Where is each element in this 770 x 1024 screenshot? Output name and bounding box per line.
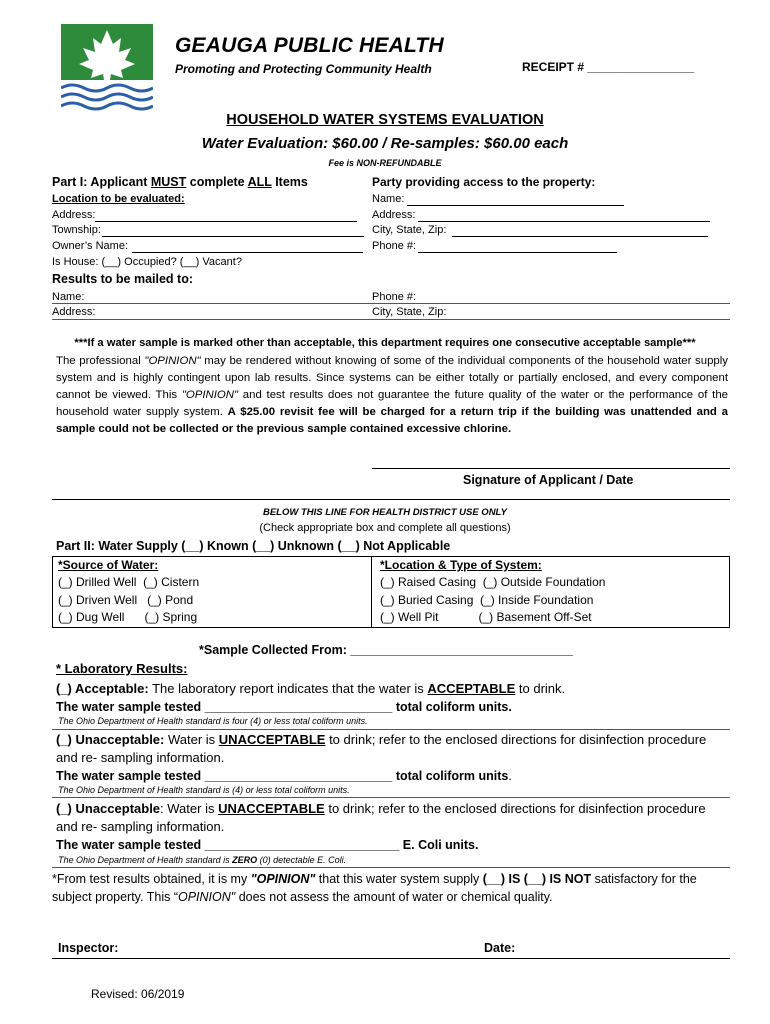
lab-divider-3 xyxy=(52,867,730,868)
lab-divider-1 xyxy=(52,729,730,730)
revised-date: Revised: 06/2019 xyxy=(91,987,185,1001)
standard-note-a: The Ohio Department of Health standard is four (4) or less total coliform units. xyxy=(58,716,368,726)
source-row[interactable]: (_) Drilled Well (_) Cistern xyxy=(58,575,200,589)
party-address-field[interactable] xyxy=(418,221,710,222)
conclusion-statement[interactable]: *From test results obtained, it is my "OPINION" that this water system supply (__) IS (__) IS NOT satisfactory for the subject property. This “OPINION" does not assess the amount of water or chemical quality. xyxy=(52,872,697,904)
party-city-field[interactable] xyxy=(452,236,708,237)
lab-results-heading: * Laboratory Results: xyxy=(56,661,188,676)
results-address-label: Address: xyxy=(52,306,96,318)
tested-ecoli[interactable]: The water sample tested ____________________________ E. Coli units. xyxy=(56,838,479,852)
form-title: HOUSEHOLD WATER SYSTEMS EVALUATION xyxy=(226,112,544,128)
owner-field[interactable] xyxy=(132,252,363,253)
district-instructions: (Check appropriate box and complete all questions) xyxy=(259,522,511,534)
standard-note-b: The Ohio Department of Health standard is (4) or less total coliform units. xyxy=(58,785,350,795)
township-field[interactable] xyxy=(102,236,364,237)
location-row[interactable]: (_) Buried Casing (_) Inside Foundation xyxy=(380,593,594,607)
location-type-heading: *Location & Type of System: xyxy=(380,558,542,572)
party-name-label: Name: xyxy=(372,193,405,205)
address-label: Address: xyxy=(52,209,96,221)
party-name-field[interactable] xyxy=(407,205,624,206)
party-phone-field[interactable] xyxy=(418,252,617,253)
is-house-line: Is House: (__) Occupied? (__) Vacant? xyxy=(52,256,242,268)
fee-line: Water Evaluation: $60.00 / Re-samples: $60.00 each xyxy=(201,135,569,152)
inspector-label: Inspector: xyxy=(58,941,119,955)
owner-label: Owner’s Name: xyxy=(52,240,129,252)
part2-heading: Part II: Water Supply (__) Known (__) Unknown (__) Not Applicable xyxy=(56,539,451,553)
location-row[interactable]: (_) Raised Casing (_) Outside Foundation xyxy=(380,575,606,589)
results-city-label: City, State, Zip: xyxy=(372,306,447,318)
district-divider xyxy=(52,499,730,500)
unacceptable-line-2[interactable]: (_) Unacceptable: Water is UNACCEPTABLE to drink; refer to the enclosed directions for disinfection procedure and re- sampling information. xyxy=(56,801,706,834)
results-phone-label: Phone #: xyxy=(372,291,417,303)
party-phone-label: Phone #: xyxy=(372,240,417,252)
notice-paragraph: The professional "OPINION" may be rendered without knowing of some of the individual components of the household water supply system and is highly contingent upon lab results. Since systems can be either totally or partially enclosed, and every component cannot be viewed. This "OPINION" and test results does not guarantee the future quality of the water or the performance of the household water supply system. A $25.00 revisit fee will be charged for a return trip if the building was unattended and a sample could not be collected or the previous sample contained excessive chlorine. xyxy=(56,355,728,435)
signature-label: Signature of Applicant / Date xyxy=(463,473,634,487)
tagline: Promoting and Protecting Community Health xyxy=(175,62,432,76)
tested-coliform-b[interactable]: The water sample tested ___________________________ total coliform units. xyxy=(56,769,512,783)
party-city-label: City, State, Zip: xyxy=(372,224,447,236)
sample-collected-from[interactable]: *Sample Collected From: ________________________________ xyxy=(199,643,573,657)
location-heading: Location to be evaluated: xyxy=(52,193,185,205)
location-row[interactable]: (_) Well Pit (_) Basement Off-Set xyxy=(380,610,592,624)
tested-coliform-a[interactable]: The water sample tested ___________________________ total coliform units. xyxy=(56,700,512,714)
date-label: Date: xyxy=(484,941,516,955)
acceptable-line[interactable]: (_) Acceptable: The laboratory report indicates that the water is ACCEPTABLE to drink. xyxy=(56,681,566,696)
signature-line[interactable] xyxy=(372,468,730,469)
results-heading: Results to be mailed to: xyxy=(52,272,193,286)
logo xyxy=(61,24,153,116)
district-use-only: BELOW THIS LINE FOR HEALTH DISTRICT USE ONLY xyxy=(262,507,507,518)
unacceptable-line-1[interactable]: (_) Unacceptable: Water is UNACCEPTABLE to drink; refer to the enclosed directions for disinfection procedure and re- sampling information. xyxy=(56,732,707,765)
notice-warning: ***If a water sample is marked other than acceptable, this department requires one consecutive acceptable sample*** xyxy=(74,337,696,349)
inspector-line[interactable] xyxy=(52,958,730,959)
source-row[interactable]: (_) Dug Well (_) Spring xyxy=(58,610,198,624)
results-name-label: Name: xyxy=(52,291,85,303)
part1-heading: Part I: Applicant MUST complete ALL Items xyxy=(52,175,308,189)
results-name-line[interactable] xyxy=(52,303,730,304)
party-address-label: Address: xyxy=(372,209,416,221)
receipt-label: RECEIPT # ________________ xyxy=(522,60,695,74)
org-name: GEAUGA PUBLIC HEALTH xyxy=(175,34,444,57)
source-heading: *Source of Water: xyxy=(58,558,159,572)
address-field[interactable] xyxy=(95,221,357,222)
non-refundable-note: Fee is NON-REFUNDABLE xyxy=(328,158,442,168)
results-address-line[interactable] xyxy=(52,319,730,320)
party-heading: Party providing access to the property: xyxy=(372,175,596,189)
township-label: Township: xyxy=(52,224,101,236)
standard-note-c: The Ohio Department of Health standard is ZERO (0) detectable E. Coli. xyxy=(58,855,347,865)
lab-divider-2 xyxy=(52,797,730,798)
source-row[interactable]: (_) Driven Well (_) Pond xyxy=(58,593,194,607)
